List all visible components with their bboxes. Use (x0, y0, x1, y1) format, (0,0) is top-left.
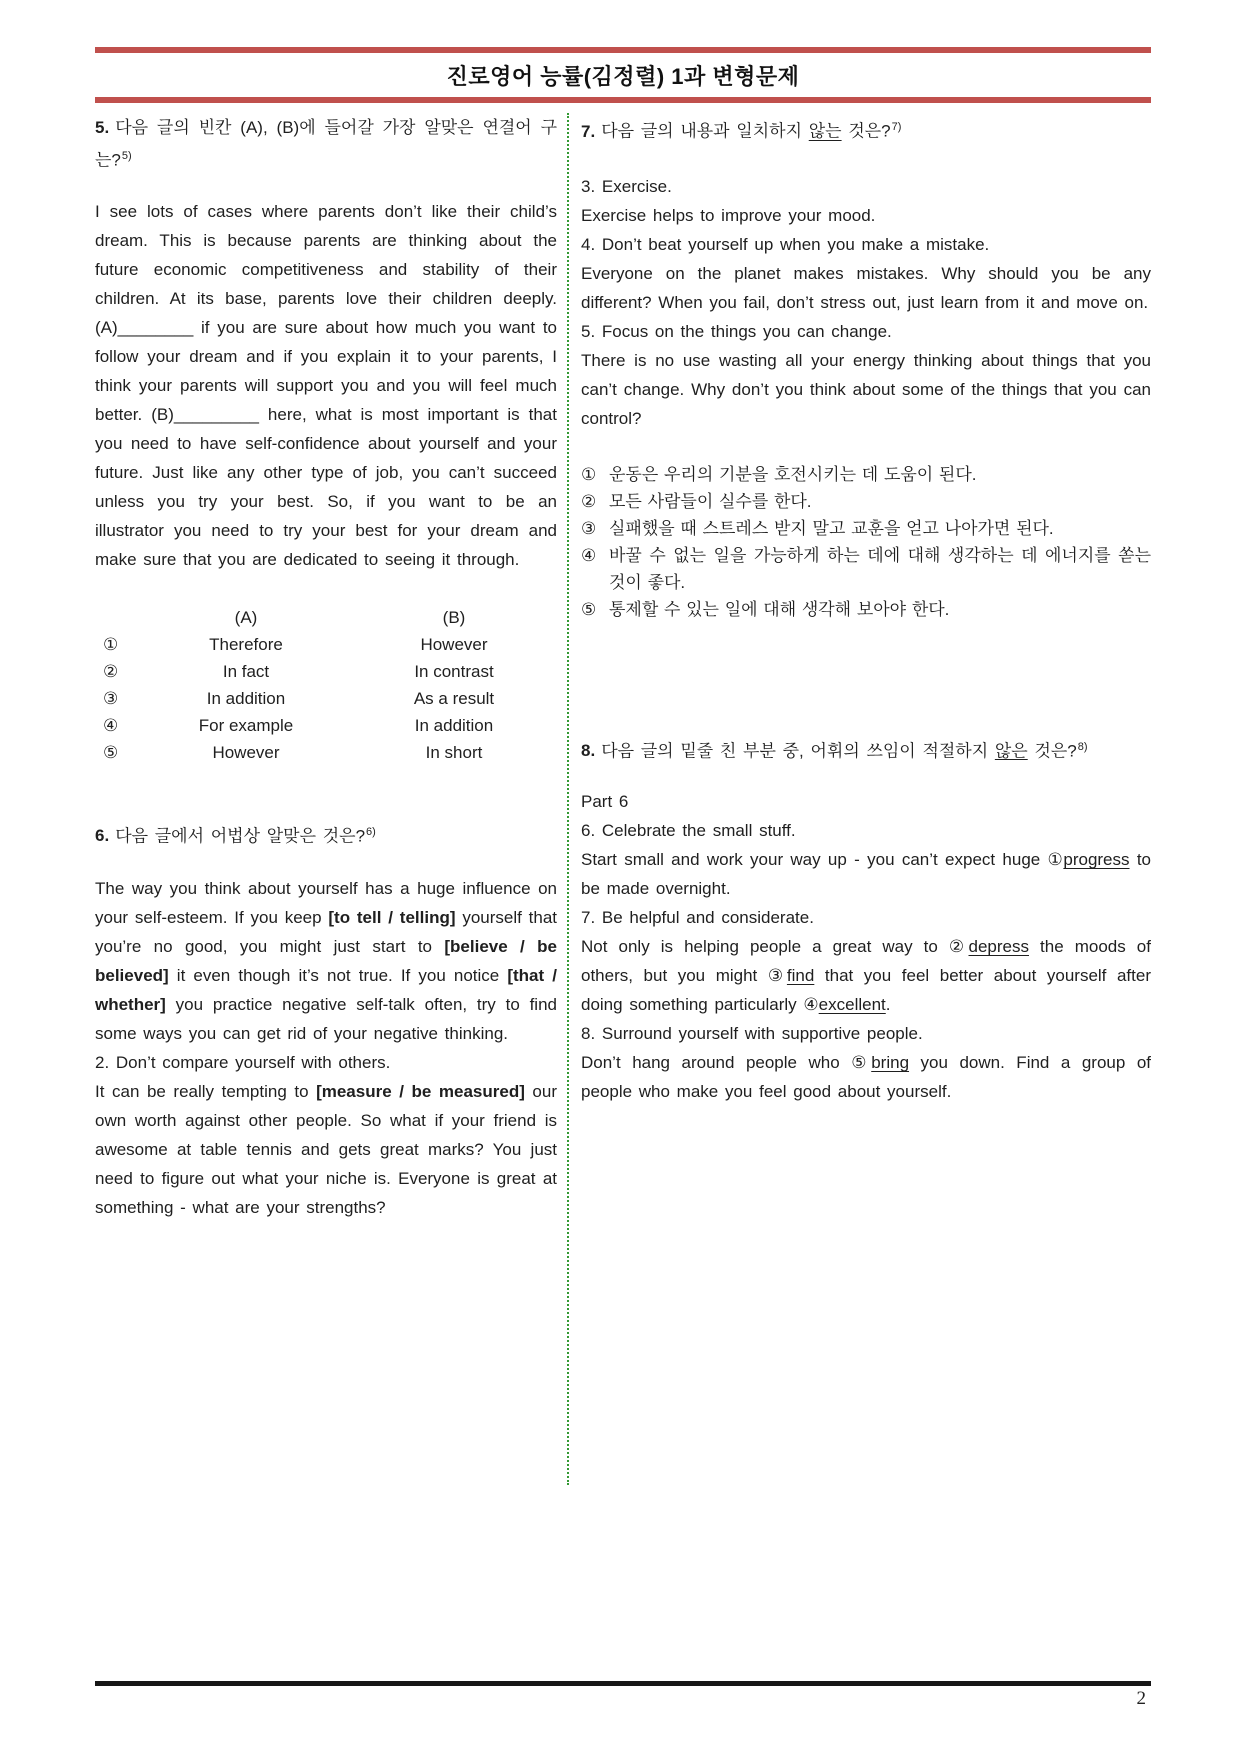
q8-p5-s2: the moods of others, but you might (581, 937, 1151, 986)
q7-option-3 (581, 515, 1151, 542)
q8-p5-underlined-1: depress (968, 937, 1029, 957)
q8-p5-underlined-3: excellent (818, 995, 886, 1015)
q8-number: 8. (581, 741, 596, 761)
q5-option-1-b: However (420, 634, 488, 654)
q5-option-row-3 (95, 685, 557, 712)
question-6 (95, 818, 557, 1223)
right-column (581, 113, 1151, 1106)
question-7 (581, 113, 1151, 623)
q5-col-a-header: (A) (234, 607, 258, 627)
q7-paragraph-6: There is no use wasting all your energy thinking about things that you can’t change. Why don’t you think about some of the things that you can control? (581, 350, 1151, 428)
q8-p5-marker-2: ③ (767, 966, 787, 986)
q5-option-5-marker: ⑤ (103, 742, 119, 762)
q7-paragraph-5: 5. Focus on the things you can change. (581, 321, 892, 341)
q7-option-5-marker: ⑤ (581, 599, 597, 619)
content-columns (95, 113, 1151, 1485)
q6-paragraph-1 (95, 874, 557, 1048)
q5-option-1-marker: ① (103, 634, 119, 654)
column-divider (567, 113, 569, 1485)
q6-p1-s4: you practice negative self-talk often, try to find some ways you can get rid of your negative thinking. (95, 995, 557, 1044)
q5-footnote: 5) (121, 150, 132, 162)
q5-option-4-a: For example (198, 715, 294, 735)
q7-footnote: 7) (891, 121, 902, 133)
q7-option-2-marker: ② (581, 491, 597, 511)
q5-table-header (95, 604, 557, 631)
q5-prompt: 다음 글의 빈칸 (A), (B)에 들어갈 가장 알맞은 연결어 구는? (95, 118, 557, 170)
header-rule-bottom (95, 97, 1151, 103)
q5-table-header-spacer (95, 604, 141, 631)
q7-passage (581, 172, 1151, 433)
q5-option-4-b: In addition (414, 715, 494, 735)
q5-option-5-b: In short (425, 742, 483, 762)
q8-prompt-after: 것은? (1027, 741, 1077, 761)
q6-footnote: 6) (366, 825, 376, 838)
q8-p3-s2: to be made overnight. (581, 850, 1151, 899)
q7-option-3-text: 실패했을 때 스트레스 받지 말고 교훈을 얻고 나아가면 된다. (609, 518, 1054, 538)
q8-prompt-before: 다음 글의 밑줄 친 부분 중, 어휘의 쓰임이 적절하지 (601, 741, 995, 761)
q8-p5-underlined-2: find (786, 966, 815, 986)
q7-prompt-after: 것은? (841, 121, 891, 141)
q5-option-3-a: In addition (206, 688, 286, 708)
q6-p1-s1: The way you think about yourself has a huge influence on your self-esteem. If you keep (95, 879, 557, 928)
q8-paragraph-5 (581, 932, 1151, 1019)
q6-p1-choice-3: [that / whether] (95, 966, 557, 1015)
q7-option-2 (581, 488, 1151, 515)
q5-col-b-header: (B) (442, 607, 466, 627)
q5-number: 5. (95, 118, 110, 137)
q8-p7-marker-1: ⑤ (851, 1053, 872, 1073)
q8-paragraph-7 (581, 1048, 1151, 1106)
q6-p1-s3: it even though it’s not true. If you notice (168, 966, 508, 986)
q8-passage (581, 787, 1151, 1106)
q8-p5-marker-3: ④ (803, 995, 819, 1015)
q7-number: 7. (581, 121, 596, 141)
q7-paragraph-3: 4. Don’t beat yourself up when you make a mistake. (581, 234, 990, 254)
q7-paragraph-4: Everyone on the planet makes mistakes. Why should you be any different? When you fail, don’t stress out, just learn from it and move on. (581, 263, 1151, 312)
q7-option-4-marker: ④ (581, 545, 597, 565)
q5-option-3-b: As a result (413, 688, 495, 708)
question-5 (95, 113, 557, 766)
q7-option-3-marker: ③ (581, 518, 597, 538)
q6-number: 6. (95, 826, 110, 846)
q5-passage (95, 197, 557, 574)
q5-option-4-marker: ④ (103, 715, 119, 735)
q5-heading (95, 113, 557, 175)
q8-p3-marker-1: ① (1047, 850, 1064, 870)
q5-option-2-marker: ② (103, 661, 119, 681)
q8-p7-underlined-1: bring (871, 1053, 910, 1073)
q8-p3-underlined-1: progress (1063, 850, 1130, 870)
q7-option-2-text: 모든 사람들이 실수를 한다. (609, 491, 812, 511)
q6-prompt: 다음 글에서 어법상 알맞은 것은? (115, 826, 366, 846)
q8-p3-s1: Start small and work your way up - you can’t expect huge (581, 850, 1048, 870)
q6-p1-choice-1: [to tell / telling] (328, 908, 456, 928)
q6-p3-s2: our own worth against other people. So what if your friend is awesome at table tennis and gets great marks? You just need to figure out what your niche is. Everyone is great at something - what are your strengths? (95, 1082, 557, 1218)
page-title: 진로영어 능률(김정렬) 1과 변형문제 (446, 64, 800, 89)
q8-p5-marker-1: ② (948, 937, 969, 957)
q8-footnote: 8) (1077, 740, 1088, 753)
q8-paragraph-2: 6. Celebrate the small stuff. (581, 821, 796, 841)
q6-paragraph-3 (95, 1077, 557, 1222)
q7-options (581, 461, 1151, 623)
q5-option-row-2 (95, 658, 557, 685)
q5-option-5-a: However (212, 742, 280, 762)
q7-option-1-marker: ① (581, 464, 597, 484)
q5-option-1-a: Therefore (209, 634, 283, 654)
header-rule-top (95, 47, 1151, 53)
q8-p5-s4: . (885, 995, 891, 1015)
q5-option-row-4 (95, 712, 557, 739)
q7-paragraph-2: Exercise helps to improve your mood. (581, 205, 876, 225)
q8-p5-s1: Not only is helping people a great way to (581, 937, 949, 957)
q5-option-2-b: In contrast (414, 661, 494, 681)
q7-paragraph-1: 3. Exercise. (581, 176, 672, 196)
q8-paragraph-3 (581, 845, 1151, 903)
q5-option-3-marker: ③ (103, 688, 119, 708)
q8-prompt-underlined: 않은 (994, 741, 1028, 761)
q8-p7-s2: you down. Find a group of people who make you feel good about yourself. (581, 1053, 1151, 1102)
q7-option-1-text: 운동은 우리의 기분을 호전시키는 데 도움이 된다. (609, 464, 977, 484)
page-number: 2 (1136, 1688, 1146, 1709)
footer-rule (95, 1681, 1151, 1686)
q7-prompt-underlined: 않는 (808, 121, 842, 141)
q5-option-row-5 (95, 739, 557, 766)
q7-option-4-text: 바꿀 수 없는 일을 가능하게 하는 데에 대해 생각하는 데 에너지를 쏟는 것이 좋다. (609, 545, 1151, 592)
q6-p3-choice-1: [measure / be measured] (316, 1082, 525, 1102)
question-8 (581, 733, 1151, 1107)
q7-option-1 (581, 461, 1151, 488)
q6-p3-s1: It can be really tempting to (95, 1082, 317, 1102)
q5-paragraph: I see lots of cases where parents don’t like their child’s dream. This is because parents are thinking about the future economic competitiveness and stability of their children. At its base, parents love their children deeply. (A)________ if you are sure about how much you want to follow your dream and if you explain it to your parents, I think your parents will support you and you will feel much better. (B)_________ here, what is most important is that you need to have self-confidence about yourself and your future. Just like any other type of job, you can’t succeed unless you try your best. So, if you want to be an illustrator you need to try your best for your dream and make sure that you are dedicated to seeing it through. (95, 201, 557, 569)
q8-p7-s1: Don’t hang around people who (581, 1053, 852, 1073)
q8-p5-s3: that you feel better about yourself after doing something particularly (581, 966, 1151, 1015)
q7-prompt-before: 다음 글의 내용과 일치하지 (601, 121, 809, 141)
q8-heading (581, 733, 1151, 766)
q6-passage (95, 874, 557, 1222)
q8-paragraph-6: 8. Surround yourself with supportive people. (581, 1024, 923, 1044)
q5-option-2-a: In fact (222, 661, 270, 681)
q7-option-5-text: 통제할 수 있는 일에 대해 생각해 보아야 한다. (609, 599, 950, 619)
q6-paragraph-2: 2. Don’t compare yourself with others. (95, 1053, 391, 1073)
q5-options-table (95, 604, 557, 766)
q6-heading (95, 818, 557, 851)
q8-paragraph-4: 7. Be helpful and considerate. (581, 908, 814, 928)
q5-option-row-1 (95, 631, 557, 658)
q7-heading (581, 113, 1151, 146)
q8-paragraph-1: Part 6 (581, 792, 629, 812)
q7-option-5 (581, 596, 1151, 623)
q6-p1-choice-2: [believe / be believed] (95, 937, 557, 986)
q7-option-4 (581, 542, 1151, 596)
q6-p1-s2: yourself that you’re no good, you might just start to (95, 908, 557, 957)
left-column (95, 113, 557, 1222)
